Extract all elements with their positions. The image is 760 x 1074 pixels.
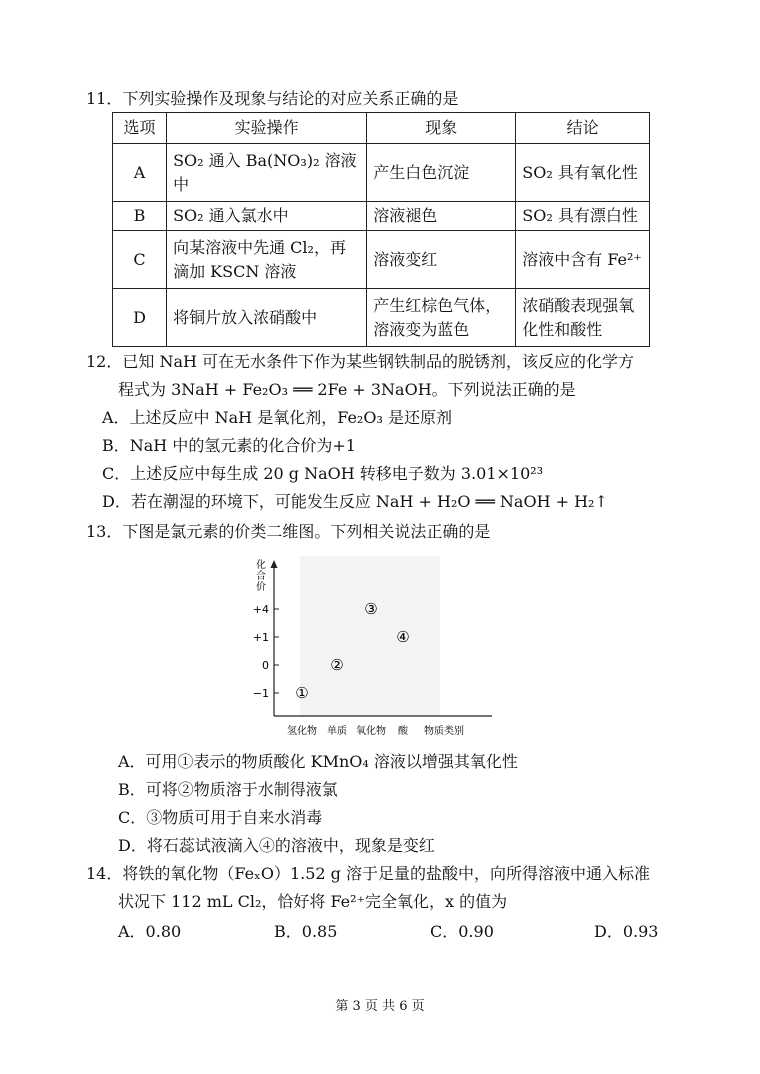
q14-option-a: A．0.80 (118, 922, 182, 941)
row-operation: 向某溶液中先通 Cl₂，再滴加 KSCN 溶液 (167, 231, 367, 289)
q12-option-a: A．上述反应中 NaH 是氧化剂，Fe₂O₃ 是还原剂 (102, 408, 452, 427)
table-row (113, 231, 650, 289)
row-option: B (113, 202, 167, 231)
q13-option-c: C．③物质可用于自来水消毒 (118, 808, 323, 827)
row-conclusion: SO₂ 具有氧化性 (516, 144, 650, 202)
q12-option-b: B．NaH 中的氢元素的化合价为+1 (102, 436, 356, 455)
x-tick-label: 酸 (398, 726, 408, 737)
y-ticks (253, 603, 279, 700)
row-operation: 将铜片放入浓硝酸中 (167, 289, 367, 347)
table-row (113, 289, 650, 347)
x-tick-label: 单质 (327, 726, 347, 737)
row-option: A (113, 144, 167, 202)
y-tick-label: −1 (252, 687, 269, 700)
y-axis-label-char: 合 (256, 571, 266, 582)
data-point: ③ (364, 600, 378, 618)
row-operation: SO₂ 通入 Ba(NO₃)₂ 溶液中 (167, 144, 367, 202)
q12-stem-line1: 12．已知 NaH 可在无水条件下作为某些钢铁制品的脱锈剂，该反应的化学方 (86, 352, 635, 371)
row-option: D (113, 289, 167, 347)
q14-option-c: C．0.90 (430, 922, 494, 941)
table-header-row (113, 113, 650, 144)
header-option: 选项 (113, 113, 167, 144)
q13-stem: 13．下图是氯元素的价类二维图。下列相关说法正确的是 (86, 522, 491, 541)
chart-background (300, 556, 440, 716)
q13-option-d: D．将石蕊试液滴入④的溶液中，现象是变红 (118, 836, 435, 855)
valence-category-chart (240, 556, 500, 746)
q12-option-d: D．若在潮湿的环境下，可能发生反应 NaH + H₂O ══ NaOH + H₂↑ (102, 492, 608, 511)
y-tick-label: +1 (252, 631, 269, 644)
table-row (113, 202, 650, 231)
q14-option-d: D．0.93 (594, 922, 659, 941)
row-conclusion: 浓硝酸表现强氧化性和酸性 (516, 289, 650, 347)
y-tick-label: 0 (262, 659, 269, 672)
q14-option-b: B．0.85 (274, 922, 338, 941)
row-phenomenon: 溶液变红 (367, 231, 516, 289)
row-phenomenon: 溶液褪色 (367, 202, 516, 231)
q14-stem-line2: 状况下 112 mL Cl₂，恰好将 Fe²⁺完全氧化，x 的值为 (118, 892, 508, 911)
q12-option-c: C．上述反应中每生成 20 g NaOH 转移电子数为 3.01×10²³ (102, 464, 544, 483)
x-ticks (287, 724, 409, 737)
x-axis-label: 物质类别 (424, 726, 464, 737)
y-tick-label: +4 (252, 603, 269, 616)
header-operation: 实验操作 (167, 113, 367, 144)
y-axis-label-char: 化 (256, 560, 266, 571)
q11-table (112, 112, 650, 347)
row-phenomenon: 产生白色沉淀 (367, 144, 516, 202)
row-option: C (113, 231, 167, 289)
q13-option-a: A．可用①表示的物质酸化 KMnO₄ 溶液以增强其氧化性 (118, 752, 518, 771)
page-footer: 第 3 页 共 6 页 (335, 999, 425, 1014)
y-axis-arrow (271, 560, 278, 568)
table-row (113, 144, 650, 202)
x-tick-label: 氧化物 (356, 726, 386, 737)
header-conclusion: 结论 (516, 113, 650, 144)
data-point: ① (295, 684, 309, 702)
y-axis-label-char: 价 (256, 582, 266, 593)
data-point: ② (330, 656, 344, 674)
q12-stem-line2: 程式为 3NaH + Fe₂O₃ ══ 2Fe + 3NaOH。下列说法正确的是 (118, 380, 576, 399)
header-phenomenon: 现象 (367, 113, 516, 144)
q11-stem: 11．下列实验操作及现象与结论的对应关系正确的是 (86, 89, 459, 108)
data-point: ④ (396, 628, 410, 646)
q14-stem-line1: 14．将铁的氧化物（FeₓO）1.52 g 溶于足量的盐酸中，向所得溶液中通入标准 (86, 864, 650, 883)
row-operation: SO₂ 通入氯水中 (167, 202, 367, 231)
row-conclusion: 溶液中含有 Fe²⁺ (516, 231, 650, 289)
y-axis-label (256, 558, 266, 593)
row-phenomenon: 产生红棕色气体，溶液变为蓝色 (367, 289, 516, 347)
x-tick-label: 氢化物 (287, 726, 317, 737)
q13-option-b: B．可将②物质溶于水制得液氯 (118, 780, 338, 799)
row-conclusion: SO₂ 具有漂白性 (516, 202, 650, 231)
